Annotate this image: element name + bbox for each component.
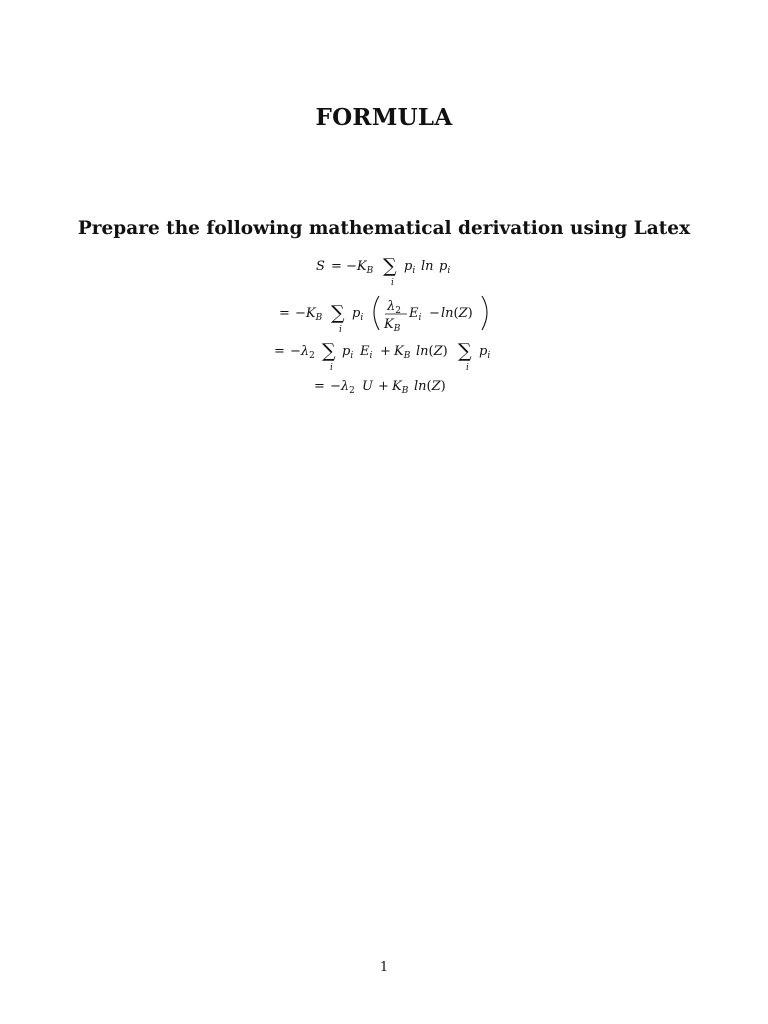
- derivation-line-4: [314, 379, 446, 397]
- svg-text:KB: $K_B$: [384, 317, 401, 334]
- svg-text:i: i: [339, 325, 342, 335]
- page-number: 1: [379, 960, 389, 975]
- derivation-line-1: [316, 255, 450, 288]
- svg-text:= −λ2 U: = $-\lambda_2$ U + $K_B$ ln(Z): [314, 379, 446, 396]
- svg-text:pi: $p_i$: [479, 344, 491, 361]
- derivation-line-3: [274, 340, 490, 373]
- svg-text:∑: ∑: [383, 255, 397, 277]
- svg-text:pi Ei +: $p_i$ $E_i$ + $K_B$ ln(Z): [342, 344, 448, 361]
- svg-text:∑: ∑: [322, 340, 336, 362]
- derivation-svg: [0, 250, 768, 410]
- section-heading: Prepare the following mathematical derivation using Latex: [77, 218, 691, 239]
- svg-text:∑: ∑: [331, 302, 345, 324]
- derivation-line-2: [279, 296, 487, 335]
- svg-text:S = −KB: S = $-K_B$: [316, 259, 374, 276]
- svg-text:pi ln pi: $p_i$ ln $p_i$: [404, 259, 451, 276]
- svg-text:i: i: [330, 363, 333, 373]
- math-derivation: [0, 250, 768, 410]
- svg-text:λ2: $\lambda_2$: [387, 299, 401, 316]
- svg-text:= −λ2: = $-\lambda_2$: [274, 344, 315, 361]
- svg-text:= −KB: = $-K_B$: [279, 306, 323, 323]
- svg-text:pi: $p_i$: [352, 306, 364, 323]
- svg-text:i: i: [466, 363, 469, 373]
- svg-text:Ei − ln(Z): $E_i$ − ln(Z): [409, 306, 473, 323]
- svg-text:∑: ∑: [458, 340, 472, 362]
- document-title: FORMULA: [315, 104, 453, 131]
- svg-text:i: i: [391, 278, 394, 288]
